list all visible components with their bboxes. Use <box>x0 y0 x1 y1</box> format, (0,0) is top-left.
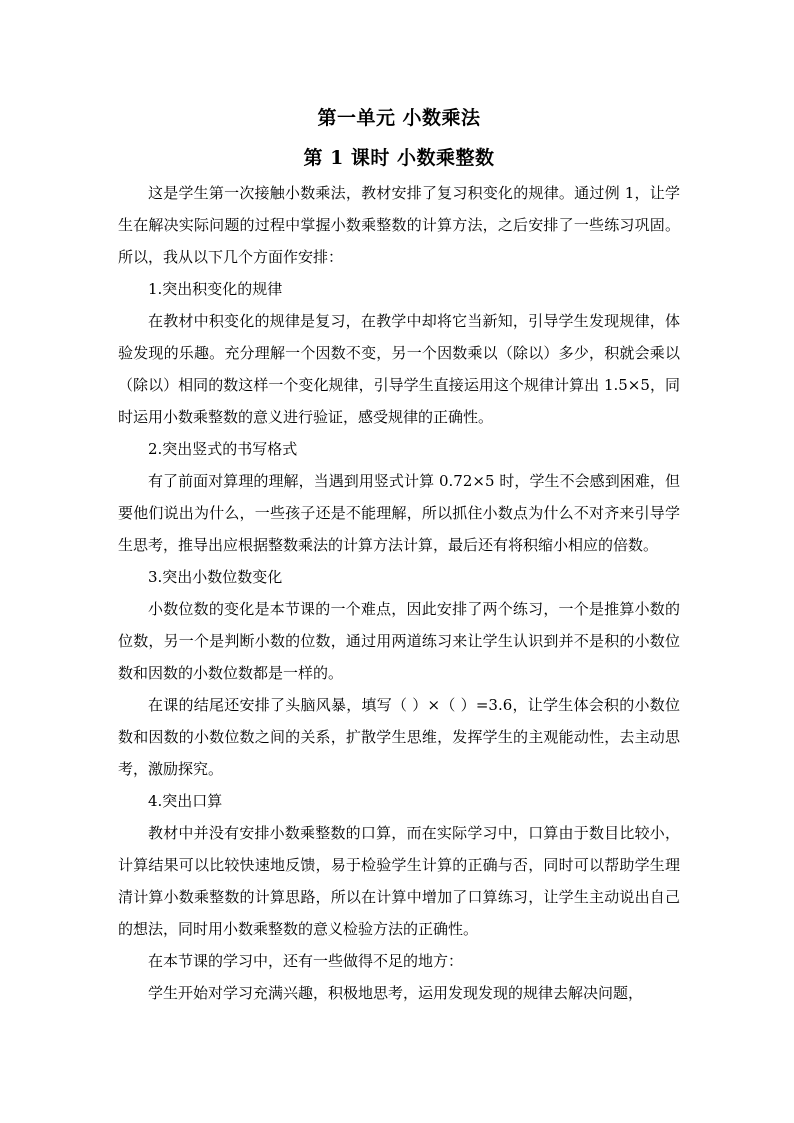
lesson-subtitle: 第 1 课时 小数乘整数 <box>303 147 495 169</box>
section-3-paragraph-2: 在课的结尾还安排了头脑风暴，填写（ ）×（ ）=3.6，让学生体会积的小数位数和因数的小数位数之间的关系，扩散学生思维，发挥学生的主观能动性，去主动思考，激励探究。 <box>118 696 680 778</box>
document-title: 第一单元 小数乘法 <box>317 107 481 129</box>
section-2-paragraph-1: 有了前面对算理的理解，当遇到用竖式计算 0.72×5 时，学生不会感到困难，但要他们说出为什么，一些孩子还是不能理解，所以抓住小数点为什么不对齐来引导学生思考，推导出应根据整数乘法的计算方法计算，最后还有将积缩小相应的倍数。 <box>118 472 680 554</box>
section-heading-3: 3.突出小数位数变化 <box>148 568 283 586</box>
section-heading-1: 1.突出积变化的规律 <box>148 280 283 298</box>
section-heading-2: 2.突出竖式的书写格式 <box>148 440 298 458</box>
section-4-paragraph-1: 教材中并没有安排小数乘整数的口算，而在实际学习中，口算由于数目比较小，计算结果可以比较快速地反馈，易于检验学生计算的正确与否，同时可以帮助学生理清计算小数乘整数的计算思路，所以在计算中增加了口算练习，让学生主动说出自己的想法，同时用小数乘整数的意义检验方法的正确性。 <box>118 824 680 938</box>
section-3-paragraph-1: 小数位数的变化是本节课的一个难点，因此安排了两个练习，一个是推算小数的位数，另一个是判断小数的位数，通过用两道练习来让学生认识到并不是积的小数位数和因数的小数位数都是一样的。 <box>118 600 680 682</box>
closing-paragraph-2: 学生开始对学习充满兴趣，积极地思考，运用发现发现的规律去解决问题， <box>148 984 644 1002</box>
document-body <box>118 177 680 1009</box>
intro-paragraph: 这是学生第一次接触小数乘法，教材安排了复习积变化的规律。通过例 1，让学生在解决实际问题的过程中掌握小数乘整数的计算方法，之后安排了一些练习巩固。所以，我从以下几个方面作安排： <box>118 184 680 266</box>
section-1-paragraph-1: 在教材中积变化的规律是复习，在教学中却将它当新知，引导学生发现规律，体验发现的乐趣。充分理解一个因数不变，另一个因数乘以（除以）多少，积就会乘以（除以）相同的数这样一个变化规律，引导学生直接运用这个规律计算出 1.5×5，同时运用小数乘整数的意义进行验证，感受规律的正确性。 <box>118 312 680 426</box>
document-content <box>118 100 680 1009</box>
closing-paragraph-1: 在本节课的学习中，还有一些做得不足的地方： <box>148 952 464 970</box>
section-heading-4: 4.突出口算 <box>148 792 223 810</box>
